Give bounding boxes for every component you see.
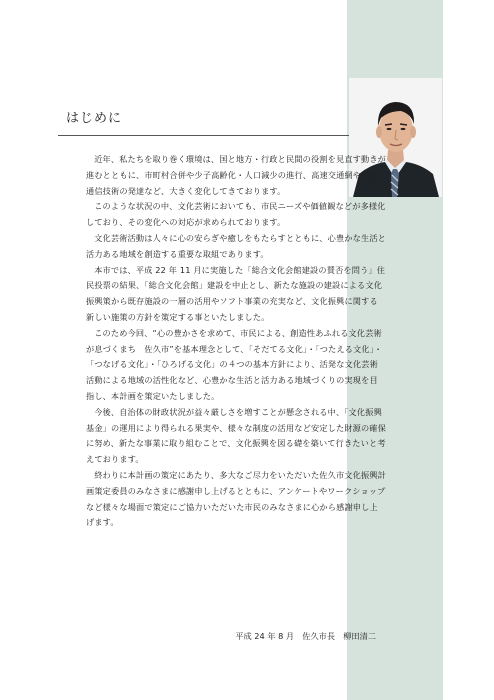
- page-title: はじめに: [66, 111, 123, 126]
- paragraph-4: 本市では、平成 22 年 11 月に実施した「総合文化会館建設の賛否を問う」住民投票の結果、「総合文化会館」建設を中止とし、新たな施設の建設による文化振興策から既存施設の一層の活用やソフト事業の充実など、文化振興に関する新しい施策の方針を策定する事といたしました。: [86, 264, 386, 322]
- paragraph-7: 終わりに本計画の策定にあたり、多大なご尽力をいただいた佐久市文化振興計画策定委員のみなさまに感謝申し上げるとともに、アンケートやワークショップなど様々な場面で策定にご協力いただいた市民のみなさまに心から感謝申し上げます。: [86, 469, 387, 528]
- paragraph-5: このため今回、“心の豊かさを求めて、市民による、創造性あふれる文化芸術が息づくまち 佐久市”を基本理念として、「そだてる文化」・「つたえる文化」・「つなげる文化」・「ひろげる文化」の４つの基本方針により、活発な文化芸術活動による地域の活性化など、心豊かな生活と活力ある地域づくりの実現を目指し、本計画を策定いたしました。: [86, 327, 383, 401]
- greeting-body: [86, 152, 386, 531]
- paragraph-6: 今後、自治体の財政状況が益々厳しさを増すことが懸念される中、「文化振興基金」の運用により得られる果実や、様々な制度の活用など安定した財源の確保に努め、新たな事業に取り組むことで、文化振興を図る礎を築いて行きたいと考えております。: [86, 406, 386, 465]
- signature-line: 平成 24 年 8 月 佐久市長 柳田清二: [235, 631, 376, 641]
- paragraph-3: 文化芸術活動は人々に心の安らぎや癒しをもたらすとともに、心豊かな生活と活力ある地域を創造する重要な取組であります。: [86, 232, 387, 259]
- paragraph-2: このような状況の中、文化芸術においても、市民ニーズや価値観などが多様化しており、その変化への対応が求められております。: [86, 201, 386, 228]
- paragraph-1: 近年、私たちを取り巻く環境は、国と地方・行政と民間の役割を見直す動きが進むとともに、市町村合併や少子高齢化・人口減少の進行、高速交通網や情報通信技術の発達など、大きく変化してきております。: [86, 154, 387, 196]
